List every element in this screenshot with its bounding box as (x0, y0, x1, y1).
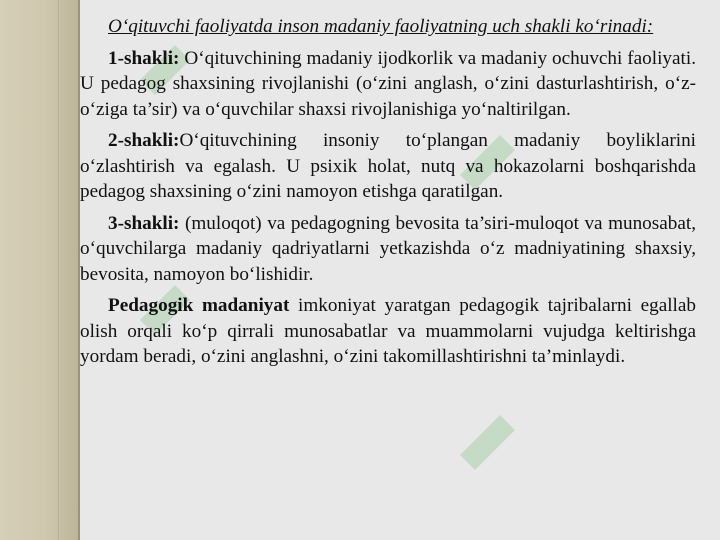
paragraph-text: (muloqot) va pedagogning bevosita ta’siri-muloqot va munosabat, o‘quvchilarga madaniy qadriyatlarni yetkazishda o‘z madniyatining shaxsiy, bevosita, namoyon bo‘lishidir. (80, 212, 696, 285)
paragraph-label: 1-shakli: (108, 47, 180, 69)
paragraph-text: O‘qituvchining insoniy to‘plangan madaniy boyliklarini o‘zlashtirish va egalash. U psixik holat, nutq va hokazolarni boshqarishda pedagog shaxsining o‘zini namoyon etishga qaratilgan. (80, 130, 696, 202)
paragraph-shakl-2 (80, 128, 696, 205)
paragraph-label: 2-shakli: (108, 130, 180, 151)
paragraph-shakl-3 (80, 211, 696, 288)
paragraph-text: imkoniyat yaratgan pedagogik tajribalarni egallab olish orqali ko‘p qirrali munosabatlar va muammolarni vujudga keltirishga yordam beradi, o‘zini anglashni, o‘zini takomillashtirishni ta’minlaydi. (80, 295, 696, 367)
paragraph-label: 3-shakli: (108, 212, 180, 234)
paragraph-shakl-1 (80, 46, 696, 123)
paragraph-text: O‘qituvchining madaniy ijodkorlik va madaniy ochuvchi faoliyati. U pedagog shaxsining rivojlanishi (o‘zini anglash, o‘zini dasturlashtirish, o‘z-o‘ziga ta’sir) va o‘quvchilar shaxsi rivojlanishiga yo‘naltirilgan. (80, 47, 696, 120)
slide-content (80, 14, 696, 376)
paragraph-pedagogik-madaniyat (80, 293, 696, 370)
slide-heading: O‘qituvchi faoliyatda inson madaniy faoliyatning uch shakli ko‘rinadi: (108, 16, 654, 37)
paragraph-label: Pedagogik madaniyat (108, 295, 290, 316)
